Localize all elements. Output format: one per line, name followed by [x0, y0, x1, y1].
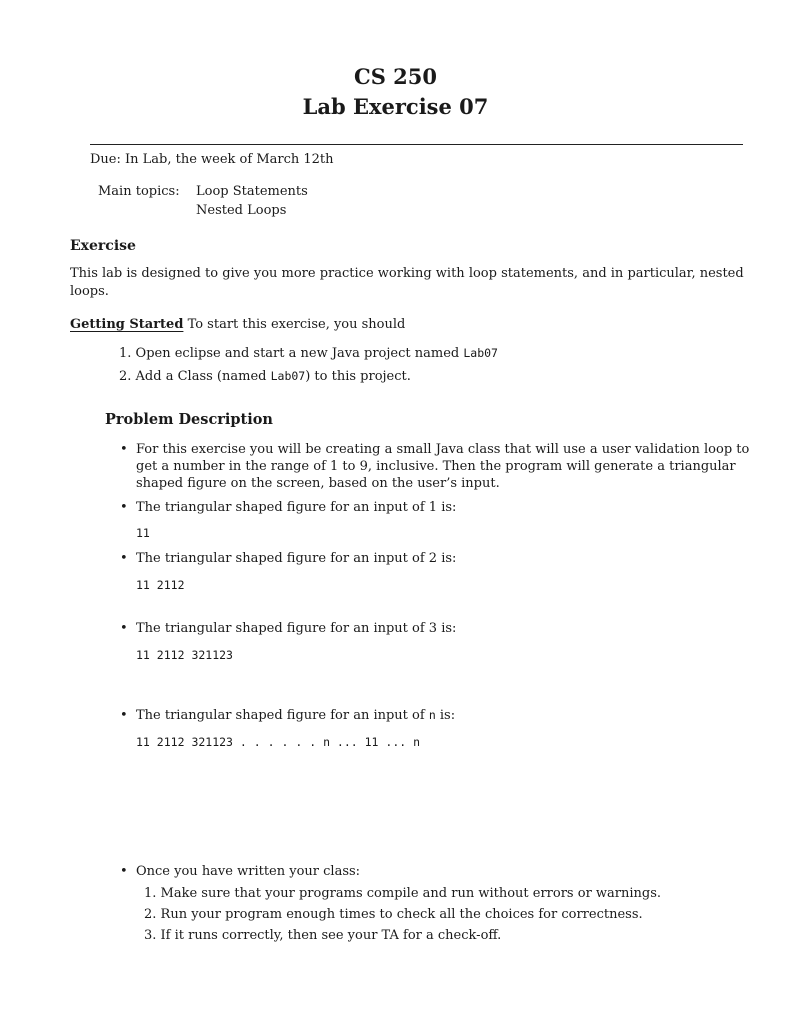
final-step [144, 928, 501, 943]
step-code: Lab07 [270, 369, 306, 383]
course-title: CS 250 [353, 64, 438, 89]
step-number: 1. [144, 886, 157, 901]
figure-line: 2112 [156, 578, 185, 592]
figure-input-1 [136, 526, 150, 540]
main-topics-label: Main topics: [98, 184, 180, 199]
figure-line: 2112 [156, 735, 185, 749]
problem-line: For this exercise you will be creating a small Java class that will use a user validation loop to [136, 442, 750, 457]
figure-line: . . [239, 735, 261, 749]
step-text: Open eclipse and start a new Java project named [135, 346, 464, 361]
setup-step [119, 369, 411, 384]
figure-caption: The triangular shaped figure for an input of 1 is: [136, 500, 457, 515]
figure-caption [136, 708, 455, 723]
problem-line: get a number in the range of 1 to 9, inclusive. Then the program will generate a triangular [136, 459, 736, 474]
caption-text: The triangular shaped figure for an input of [136, 708, 429, 723]
bullet-icon: • [120, 708, 128, 723]
figure-line: 11 [136, 648, 150, 662]
problem-line: shaped figure on the screen, based on the user’s input. [136, 476, 500, 491]
topic-item: Loop Statements [196, 184, 308, 199]
step-text: ) to this project. [305, 369, 411, 384]
figure-line: 321123 [191, 648, 233, 662]
caption-text: is: [435, 708, 456, 723]
figure-input-3 [136, 647, 233, 664]
problem-heading: Problem Description [105, 411, 273, 428]
figure-line: . . [295, 735, 317, 749]
bullet-icon: • [120, 864, 128, 879]
lab-title: Lab Exercise 07 [302, 94, 489, 119]
title-rule [90, 144, 743, 145]
exercise-heading: Exercise [70, 238, 136, 254]
figure-caption: The triangular shaped figure for an input of 3 is: [136, 621, 457, 636]
caption-code: n [428, 708, 436, 722]
due-date: Due: In Lab, the week of March 12th [90, 152, 334, 167]
figure-caption: The triangular shaped figure for an input of 2 is: [136, 551, 457, 566]
figure-line: n ... 11 ... n [323, 735, 421, 749]
bullet-icon: • [120, 442, 128, 457]
step-code: Lab07 [463, 346, 498, 360]
getting-started-label: Getting Started [70, 317, 184, 332]
figure-line: 11 [136, 735, 150, 749]
bullet-icon: • [120, 551, 128, 566]
step-text: Run your program enough times to check all the choices for correctness. [160, 907, 643, 922]
figure-line: . . [267, 735, 289, 749]
figure-line: 11 [136, 526, 150, 540]
final-caption: Once you have written your class: [136, 864, 361, 879]
getting-started-paragraph [70, 317, 405, 332]
figure-input-2 [136, 577, 185, 594]
figure-line: 11 [136, 578, 150, 592]
final-step [144, 907, 643, 922]
getting-started-text: To start this exercise, you should [187, 317, 406, 332]
step-number: 1. [119, 346, 132, 361]
setup-step [119, 346, 498, 361]
step-text: If it runs correctly, then see your TA for a check-off. [160, 928, 502, 943]
step-number: 2. [144, 907, 157, 922]
topic-item: Nested Loops [196, 203, 287, 218]
exercise-intro-line: loops. [70, 284, 109, 299]
figure-line: 321123 [191, 735, 233, 749]
step-text: Make sure that your programs compile and run without errors or warnings. [160, 886, 662, 901]
step-number: 2. [119, 369, 132, 384]
step-text: Add a Class (named [135, 369, 271, 384]
final-step [144, 886, 661, 901]
step-number: 3. [144, 928, 157, 943]
figure-input-n [136, 734, 420, 751]
bullet-icon: • [120, 500, 128, 515]
figure-line: 2112 [156, 648, 185, 662]
bullet-icon: • [120, 621, 128, 636]
exercise-intro-line: This lab is designed to give you more practice working with loop statements, and in particular, nested [70, 266, 744, 281]
